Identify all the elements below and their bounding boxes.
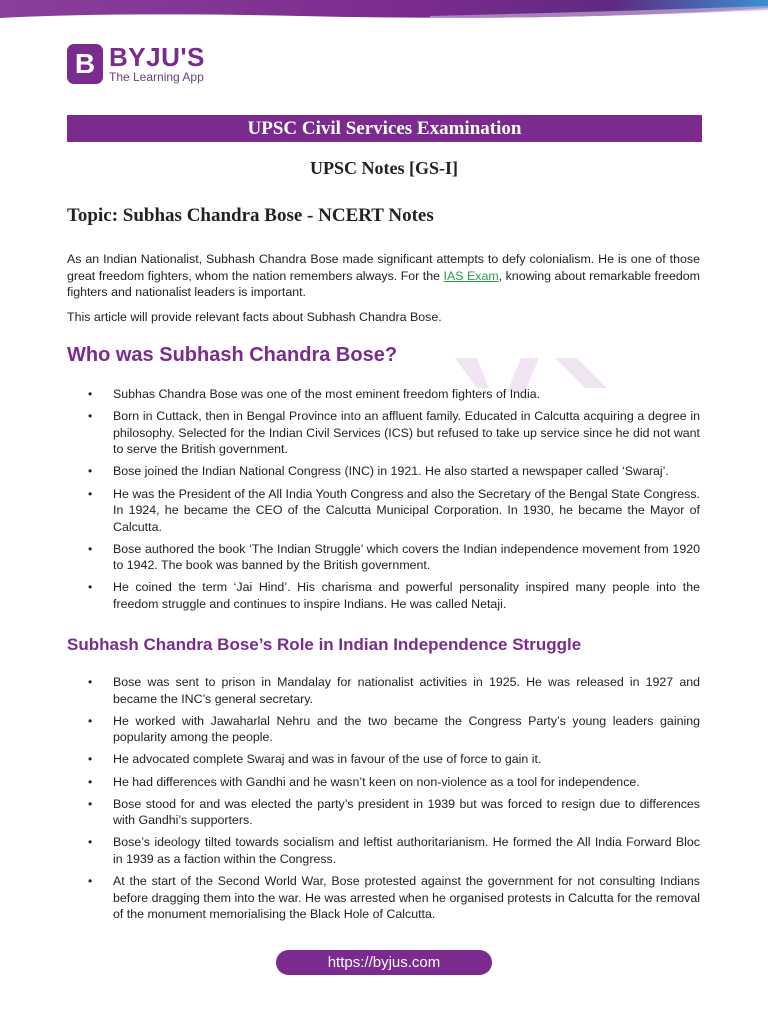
list-item: • Bose stood for and was elected the party’s president in 1939 but was forced to resign due to differences with Gandhi’s supporters.	[67, 796, 700, 829]
list-item: • He advocated complete Swaraj and was in favour of the use of force to gain it.	[67, 751, 700, 768]
intro-paragraph-2: This article will provide relevant facts about Subhash Chandra Bose.	[67, 310, 442, 324]
list-item: • Born in Cuttack, then in Bengal Province into an affluent family. Educated in Calcutta acquiring a degree in philosophy. Selected for the Indian Civil Services (ICS) but refused to take up service since he did not want to serve the British government.	[67, 408, 700, 458]
logo-tagline: The Learning App	[109, 70, 204, 84]
section-heading-role-in-struggle: Subhash Chandra Bose’s Role in Indian Independence Struggle	[67, 635, 582, 654]
list-item: • He had differences with Gandhi and he wasn’t keen on non-violence as a tool for independence.	[67, 774, 700, 791]
intro-paragraph	[67, 251, 700, 301]
header-stripe	[0, 0, 768, 22]
who-was-bose-list	[67, 386, 700, 618]
intro-text-a: As an Indian Nationalist, Subhash Chandra Bose made significant attempts to defy colonialism. He is one of those great freedom fighters, whom the nation remembers always. For the	[67, 252, 700, 283]
list-item: • Bose joined the Indian National Congress (INC) in 1921. He also started a newspaper called ‘Swaraj’.	[67, 463, 700, 480]
list-item: • Bose authored the book ‘The Indian Struggle’ which covers the Indian independence movement from 1920 to 1942. The book was banned by the British government.	[67, 541, 700, 574]
section-heading-who-was-bose: Who was Subhash Chandra Bose?	[67, 344, 398, 366]
logo-name: BYJU'S	[109, 42, 205, 72]
ias-exam-link[interactable]: IAS Exam	[443, 268, 499, 283]
notes-subtitle: UPSC Notes [GS-I]	[310, 158, 458, 178]
exam-title-banner: UPSC Civil Services Examination	[67, 115, 702, 142]
intro-text-b: , knowing about remarkable freedom fighters and nationalist leaders is important.	[67, 268, 700, 299]
list-item: • Bose was sent to prison in Mandalay for nationalist activities in 1925. He was released in 1927 and became the INC’s general secretary.	[67, 674, 700, 707]
list-item: • Subhas Chandra Bose was one of the most eminent freedom fighters of India.	[67, 386, 700, 403]
byjus-logo	[67, 44, 237, 88]
footer-url-link[interactable]: https://byjus.com	[276, 950, 492, 975]
list-item: • He was the President of the All India Youth Congress and also the Secretary of the Bengal State Congress. In 1924, he became the CEO of the Calcutta Municipal Corporation. In 1930, he became the Mayor of Calcutta.	[67, 486, 700, 536]
logo-mark: B	[67, 44, 103, 84]
list-item: • Bose’s ideology tilted towards socialism and leftist authoritarianism. He formed the All India Forward Bloc in 1939 as a faction within the Congress.	[67, 834, 700, 867]
role-in-struggle-list	[67, 674, 700, 928]
list-item: • He worked with Jawaharlal Nehru and the two became the Congress Party’s young leaders gaining popularity among the people.	[67, 713, 700, 746]
topic-title: Topic: Subhas Chandra Bose - NCERT Notes	[67, 205, 434, 226]
list-item: • He coined the term ‘Jai Hind’. His charisma and powerful personality inspired many people into the freedom struggle and continues to inspire Indians. He was called Netaji.	[67, 579, 700, 612]
list-item: • At the start of the Second World War, Bose protested against the government for not consulting Indians before dragging them into the war. He was arrested when he organised protests in Calcutta for the removal of the monument memorialising the Black Hole of Calcutta.	[67, 873, 700, 923]
